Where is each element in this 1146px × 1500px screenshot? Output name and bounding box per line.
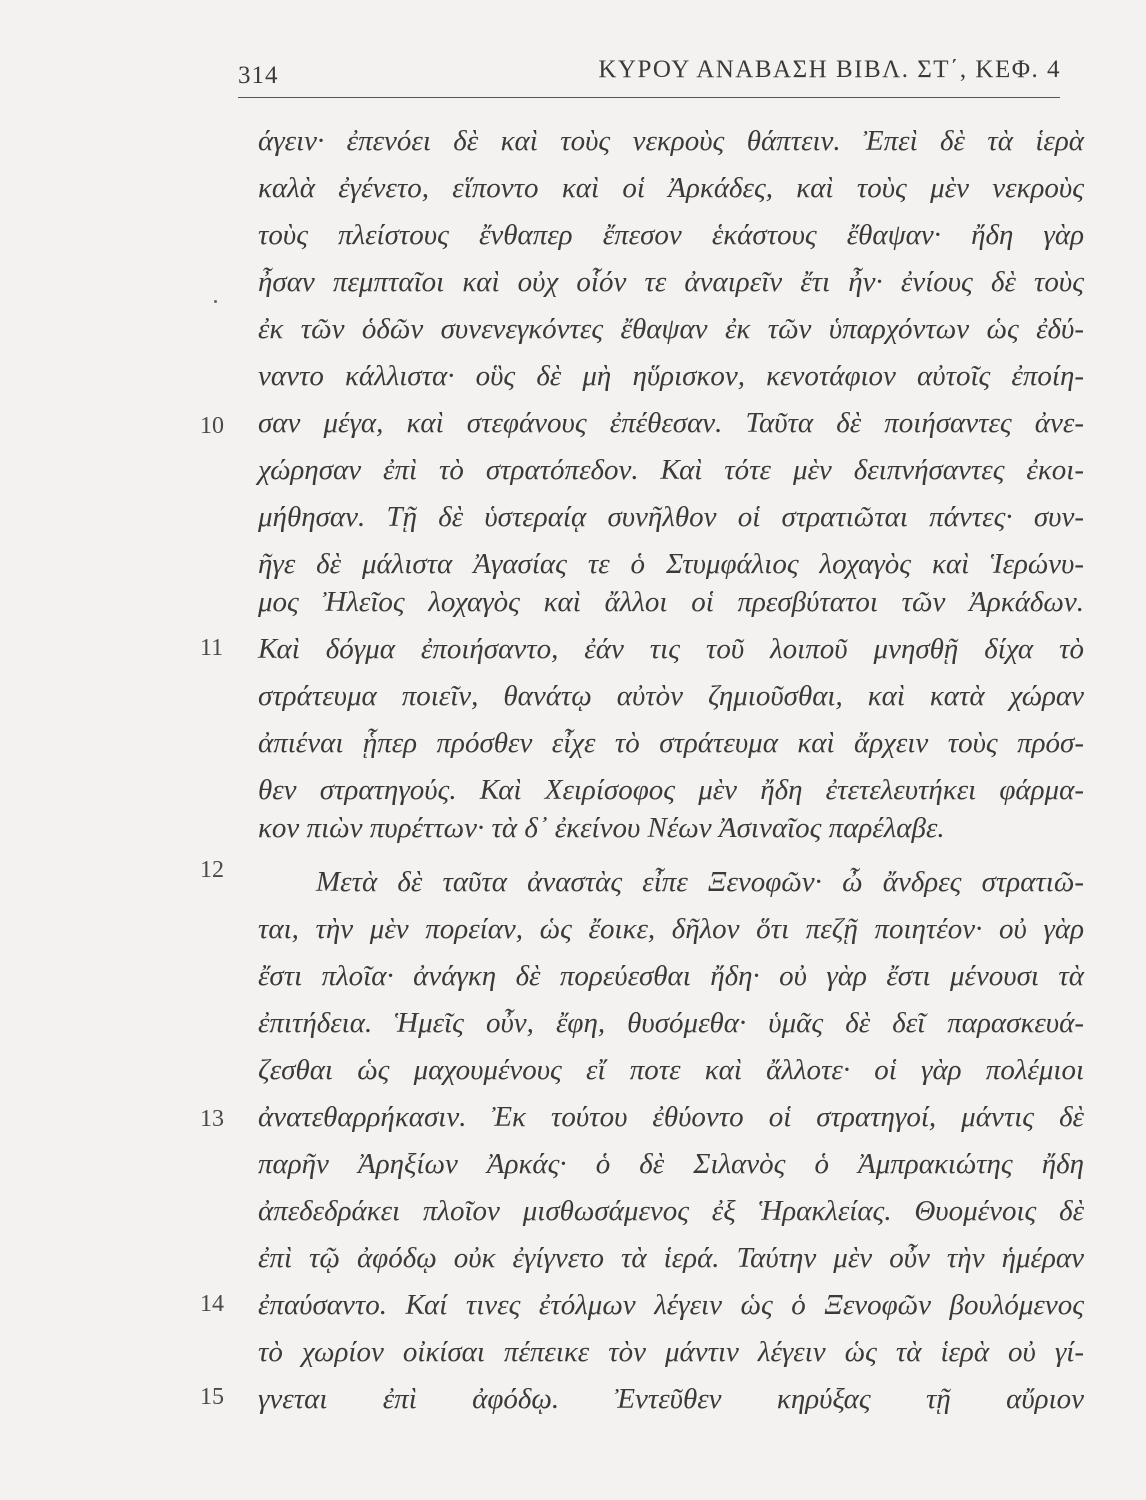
text-line: ἐπὶ τῷ ἀφόδῳ οὐκ ἐγίγνετο τὰ ἱερά. Ταύτην μὲν οὖν τὴν ἡμέραν: [258, 1242, 1084, 1274]
text-line: ἐπαύσαντο. Καί τινες ἐτόλμων λέγειν ὡς ὁ Ξενοφῶν βουλόμενος: [258, 1289, 1084, 1321]
header-rule: [238, 97, 1060, 98]
line-number-11: 11: [200, 635, 224, 661]
text-line: θεν στρατηγούς. Καὶ Χειρίσοφος μὲν ἤδη ἐτετελευτήκει φάρμα-: [258, 774, 1084, 806]
text-line: άγειν· ἐπενόει δὲ καὶ τοὺς νεκροὺς θάπτειν. Ἐπεὶ δὲ τὰ ἱερὰ: [258, 125, 1084, 157]
text-line: Μετὰ δὲ ταῦτα ἀναστὰς εἶπε Ξενοφῶν· ὦ ἄνδρες στρατιῶ-: [316, 866, 1084, 898]
text-line: ται, τὴν μὲν πορείαν, ὡς ἔοικε, δῆλον ὅτι πεζῇ ποιητέον· οὐ γὰρ: [258, 913, 1084, 945]
text-line: χώρησαν ἐπὶ τὸ στρατόπεδον. Καὶ τότε μὲν δειπνήσαντες ἐκοι-: [258, 454, 1084, 486]
text-line: ἀνατεθαρρήκασιν. Ἐκ τούτου ἐθύοντο οἱ στρατηγοί, μάντις δὲ: [258, 1101, 1084, 1133]
text-line: ἀπιέναι ᾗπερ πρόσθεν εἶχε τὸ στράτευμα καὶ ἄρχειν τοὺς πρόσ-: [258, 727, 1084, 759]
line-number-10: 10: [200, 413, 224, 439]
text-line: γνεται ἐπὶ ἀφόδῳ. Ἐντεῦθεν κηρύξας τῇ αὔριον: [258, 1383, 1084, 1415]
text-line: τοὺς πλείστους ἔνθαπερ ἔπεσον ἑκάστους ἔθαψαν· ἤδη γὰρ: [258, 219, 1084, 251]
text-line: τὸ χωρίον οἰκίσαι πέπεικε τὸν μάντιν λέγειν ὡς τὰ ἱερὰ οὐ γί-: [258, 1336, 1084, 1368]
line-number-12: 12: [200, 857, 224, 883]
text-line: μος Ἠλεῖος λοχαγὸς καὶ ἄλλοι οἱ πρεσβύτατοι τῶν Ἀρκάδων.: [258, 586, 1084, 618]
text-line: σαν μέγα, καὶ στεφάνους ἐπέθεσαν. Ταῦτα δὲ ποιήσαντες ἀνε-: [258, 407, 1084, 439]
running-head: ΚΥΡΟΥ ΑΝΑΒΑΣΗ ΒΙΒΛ. ΣΤ΄, ΚΕΦ. 4: [598, 56, 1061, 83]
text-line: ἔστι πλοῖα· ἀνάγκη δὲ πορεύεσθαι ἤδη· οὐ γὰρ ἔστι μένουσι τὰ: [258, 960, 1084, 992]
line-number-15: 15: [200, 1384, 224, 1410]
text-line: στράτευμα ποιεῖν, θανάτῳ αὐτὸν ζημιοῦσθαι, καὶ κατὰ χώραν: [258, 680, 1084, 712]
text-line: καλὰ ἐγένετο, εἵποντο καὶ οἱ Ἀρκάδες, καὶ τοὺς μὲν νεκροὺς: [258, 172, 1084, 204]
margin-dot: [214, 300, 217, 303]
text-line: ναντο κάλλιστα· οὓς δὲ μὴ ηὕρισκον, κενοτάφιον αὐτοῖς ἐποίη-: [258, 360, 1084, 392]
text-line: κον πιὼν πυρέττων· τὰ δ᾽ ἐκείνου Νέων Ἀσιναῖος παρέλαβε.: [258, 812, 945, 844]
text-line: ἦσαν πεμπταῖοι καὶ οὐχ οἷόν τε ἀναιρεῖν ἔτι ἦν· ἐνίους δὲ τοὺς: [258, 266, 1084, 298]
text-line: παρῆν Ἀρηξίων Ἀρκάς· ὁ δὲ Σιλανὸς ὁ Ἀμπρακιώτης ἤδη: [258, 1148, 1084, 1180]
text-line: ἐπιτήδεια. Ἡμεῖς οὖν, ἔφη, θυσόμεθα· ὑμᾶς δὲ δεῖ παρασκευά-: [258, 1007, 1084, 1039]
text-line: μήθησαν. Τῇ δὲ ὑστεραίᾳ συνῆλθον οἱ στρατιῶται πάντες· συν-: [258, 501, 1084, 533]
text-line: ἐκ τῶν ὁδῶν συνενεγκόντες ἔθαψαν ἐκ τῶν ὑπαρχόντων ὡς ἐδύ-: [258, 313, 1084, 345]
text-line: Καὶ δόγμα ἐποιήσαντο, ἐάν τις τοῦ λοιποῦ μνησθῇ δίχα τὸ: [258, 633, 1084, 665]
text-line: ἀπεδεδράκει πλοῖον μισθωσάμενος ἐξ Ἡρακλείας. Θυομένοις δὲ: [258, 1195, 1084, 1227]
text-line: ῆγε δὲ μάλιστα Ἀγασίας τε ὁ Στυμφάλιος λοχαγὸς καὶ Ἱερώνυ-: [258, 548, 1084, 580]
text-line: ζεσθαι ὡς μαχουμένους εἴ ποτε καὶ ἄλλοτε· οἱ γὰρ πολέμιοι: [258, 1054, 1084, 1086]
line-number-13: 13: [200, 1106, 224, 1132]
page-number: 314: [238, 62, 279, 89]
line-number-14: 14: [200, 1291, 224, 1317]
